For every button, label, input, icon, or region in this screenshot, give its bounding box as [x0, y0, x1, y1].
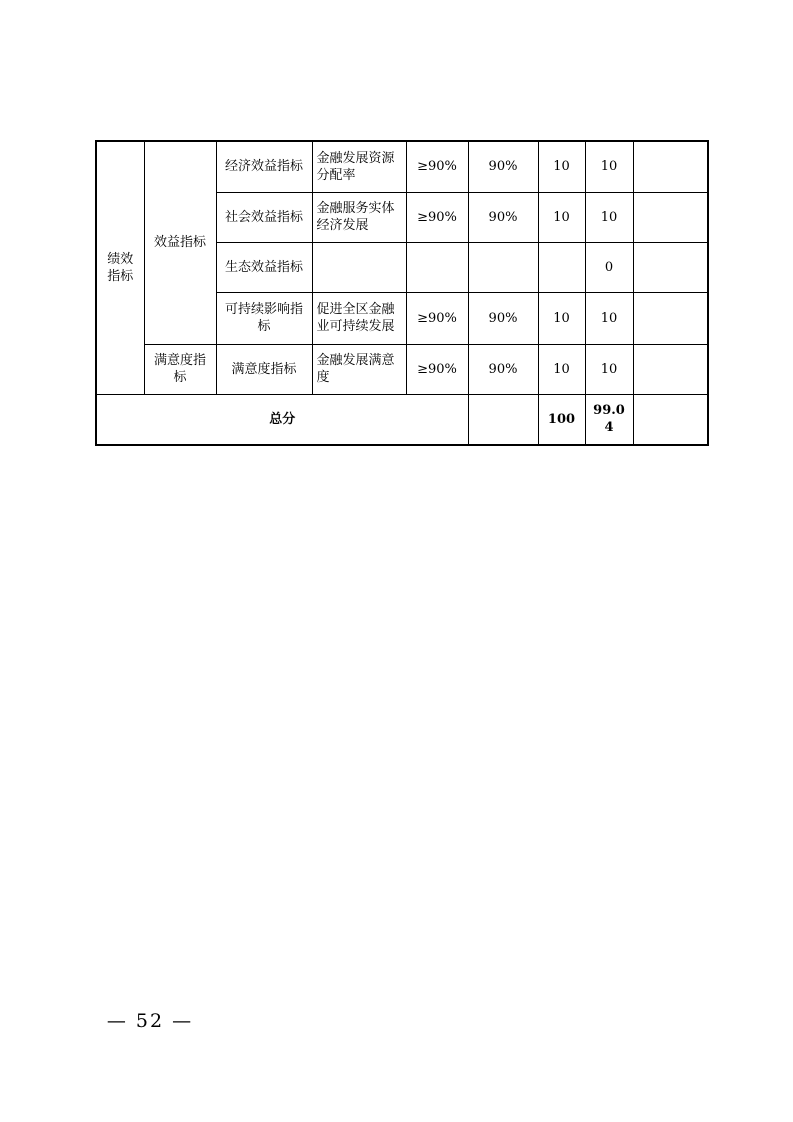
note-cell	[633, 292, 708, 344]
indicator-cell: 金融服务实体经济发展	[312, 192, 406, 242]
actual-value-cell: 90%	[468, 292, 538, 344]
total-weight-cell: 100	[538, 394, 585, 445]
level3-indicator-cell: 可持续影响指标	[216, 292, 312, 344]
indicator-cell: 金融发展满意度	[312, 344, 406, 394]
weight-cell: 10	[538, 344, 585, 394]
total-label-cell: 总分	[96, 394, 468, 445]
level3-indicator-cell: 满意度指标	[216, 344, 312, 394]
total-note-cell	[633, 394, 708, 445]
score-cell: 0	[585, 242, 633, 292]
level3-indicator-cell: 生态效益指标	[216, 242, 312, 292]
table-row	[96, 344, 708, 394]
note-cell	[633, 242, 708, 292]
target-value-cell: ≥90%	[406, 344, 468, 394]
score-cell: 10	[585, 141, 633, 192]
table-row	[96, 141, 708, 192]
weight-cell: 10	[538, 141, 585, 192]
indicator-cell: 促进全区金融业可持续发展	[312, 292, 406, 344]
target-value-cell: ≥90%	[406, 192, 468, 242]
total-actual-cell	[468, 394, 538, 445]
performance-table	[95, 140, 709, 446]
total-score-cell: 99.04	[585, 394, 633, 445]
score-cell: 10	[585, 192, 633, 242]
weight-cell: 10	[538, 192, 585, 242]
total-row	[96, 394, 708, 445]
target-value-cell	[406, 242, 468, 292]
level3-indicator-cell: 经济效益指标	[216, 141, 312, 192]
note-cell	[633, 344, 708, 394]
target-value-cell: ≥90%	[406, 141, 468, 192]
actual-value-cell: 90%	[468, 192, 538, 242]
target-value-cell: ≥90%	[406, 292, 468, 344]
score-cell: 10	[585, 344, 633, 394]
note-cell	[633, 192, 708, 242]
weight-cell	[538, 242, 585, 292]
note-cell	[633, 141, 708, 192]
level3-indicator-cell: 社会效益指标	[216, 192, 312, 242]
indicator-cell	[312, 242, 406, 292]
actual-value-cell: 90%	[468, 344, 538, 394]
weight-cell: 10	[538, 292, 585, 344]
page-number: — 52 —	[106, 1010, 194, 1032]
level2-indicator-cell: 效益指标	[144, 141, 216, 344]
indicator-cell: 金融发展资源分配率	[312, 141, 406, 192]
level1-indicator-cell: 绩效指标	[96, 141, 144, 394]
score-cell: 10	[585, 292, 633, 344]
actual-value-cell: 90%	[468, 141, 538, 192]
level2-indicator-cell: 满意度指标	[144, 344, 216, 394]
actual-value-cell	[468, 242, 538, 292]
